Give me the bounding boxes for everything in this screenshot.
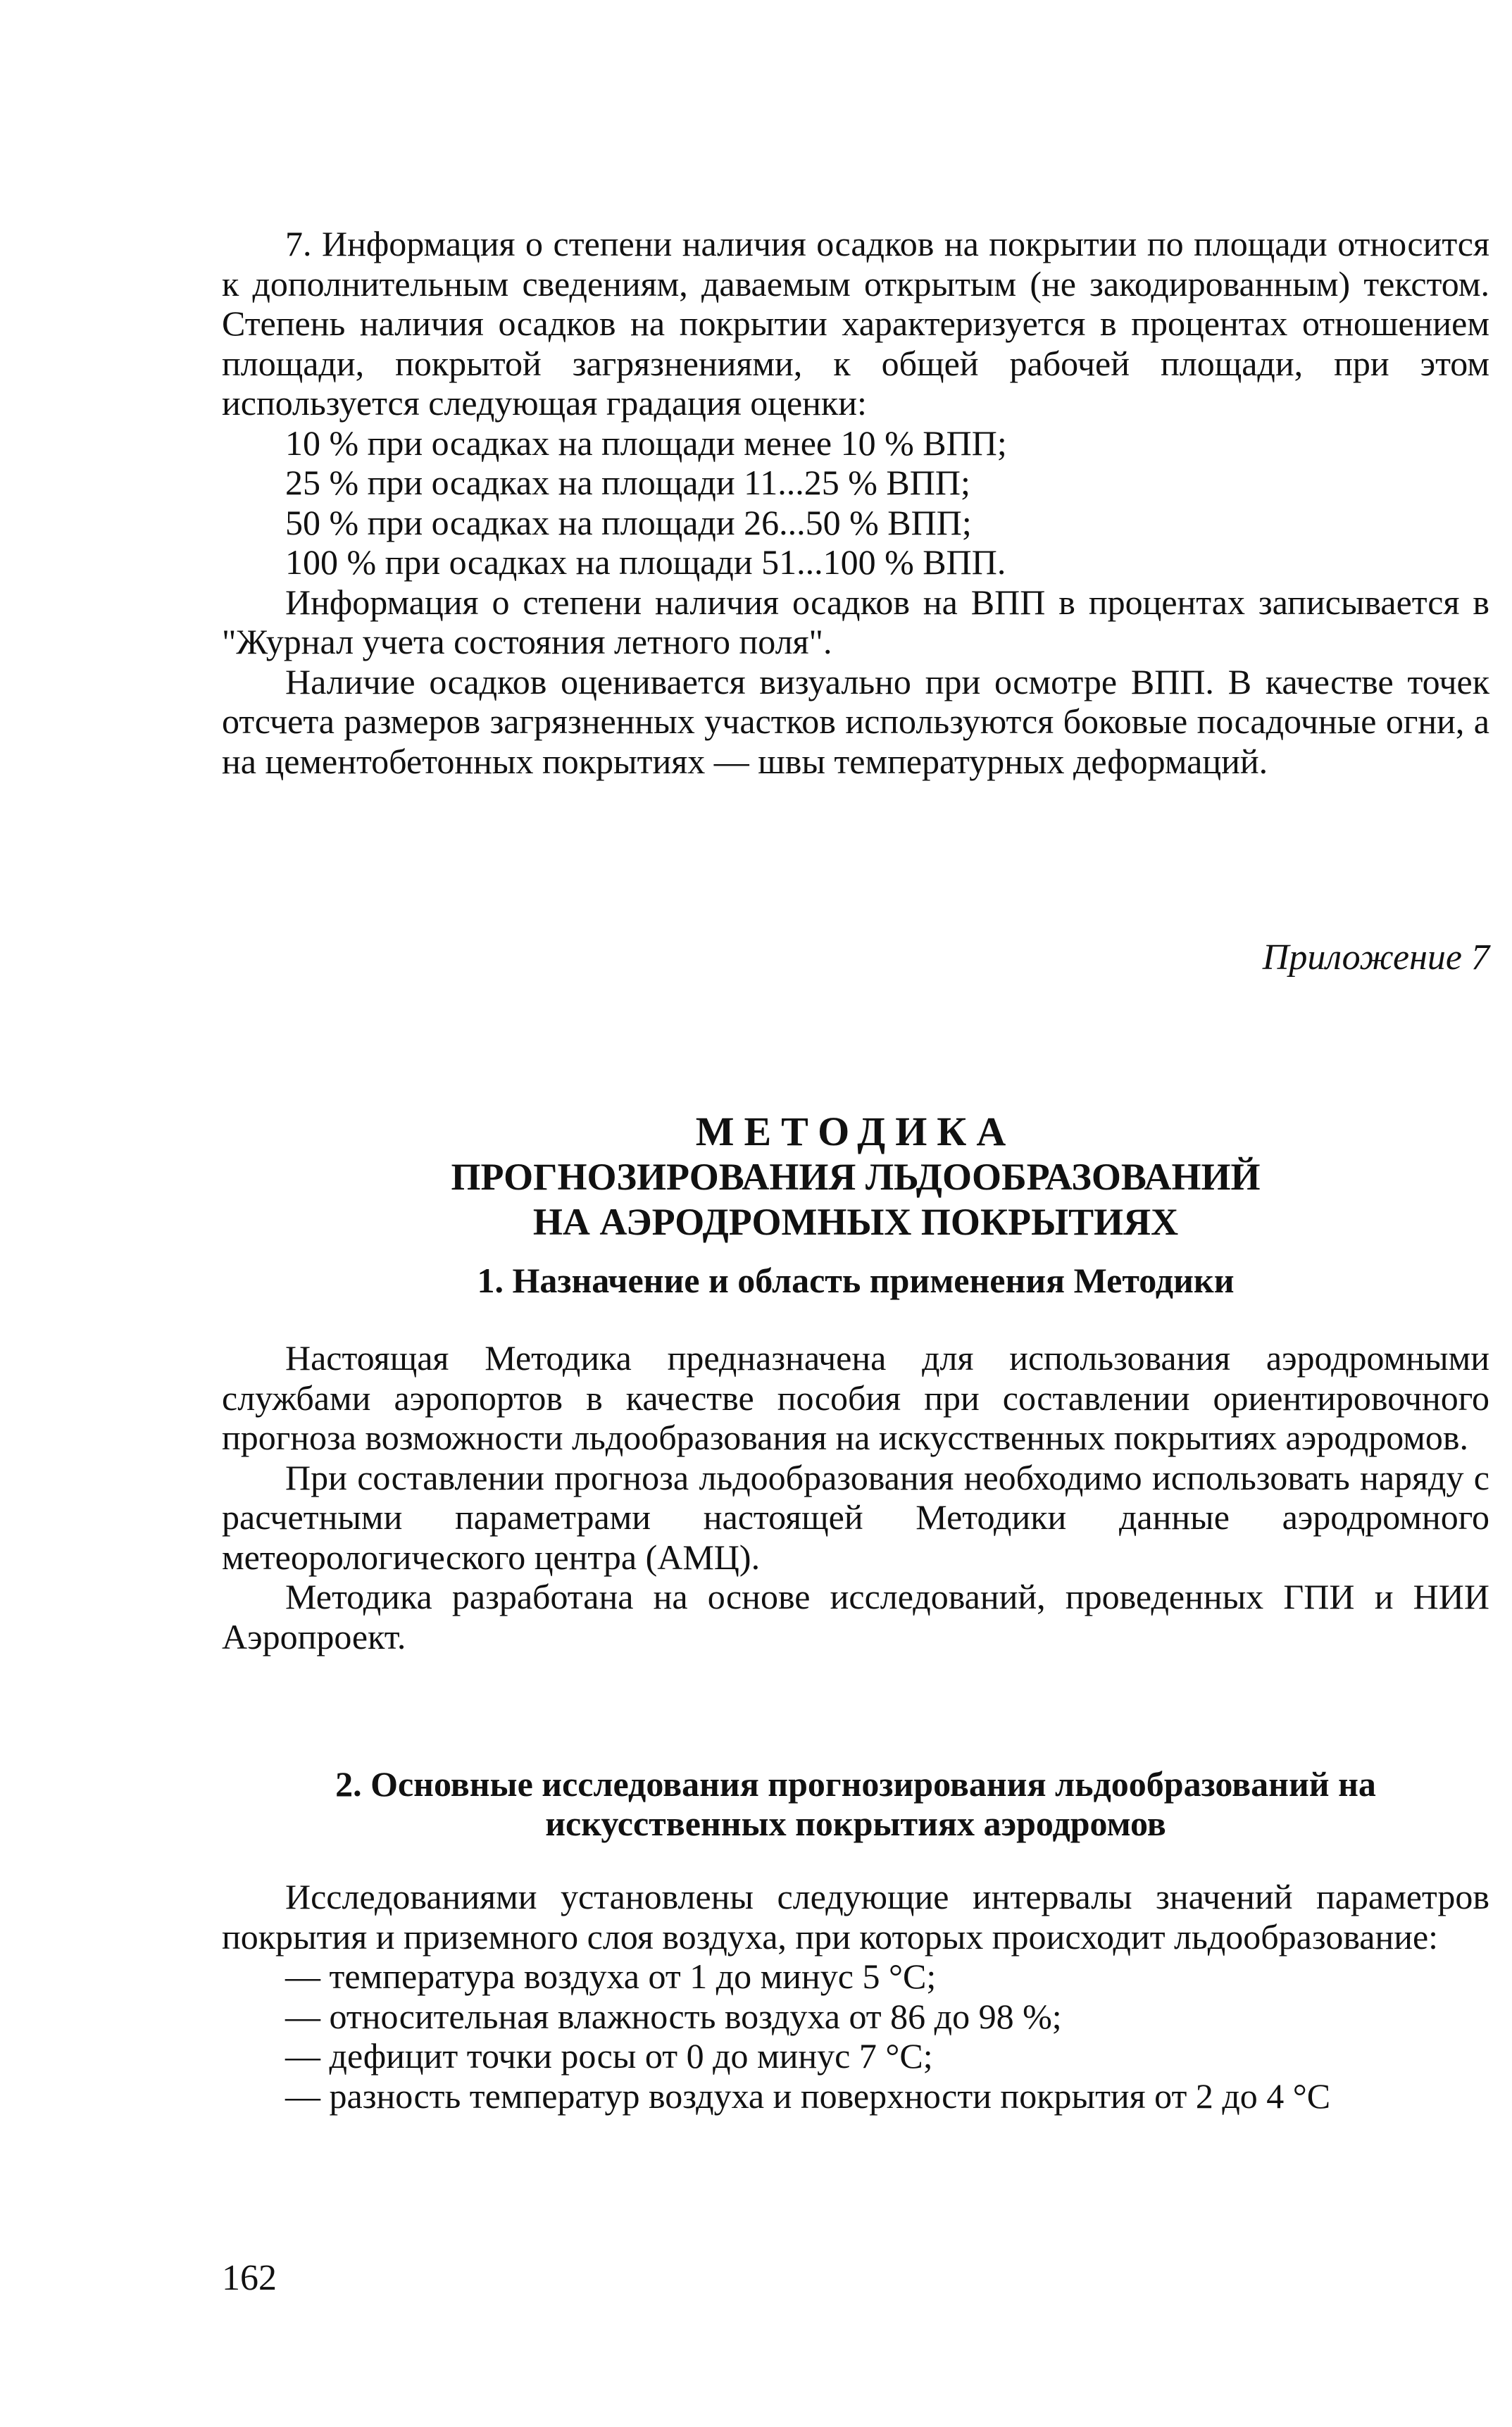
parameter-item: — относительная влажность воздуха от 86 до 98 %; <box>285 1996 1062 2036</box>
journal-note: Информация о степени наличия осадков на ВПП в процентах записывается в "Журнал учета состояния летного поля". <box>222 582 1489 661</box>
grade-line: 50 % при осадках на площади 26...50 % ВПП; <box>285 502 972 542</box>
title-line-3: НА АЭРОДРОМНЫХ ПОКРЫТИЯХ <box>532 1201 1179 1243</box>
section-2-body <box>222 1877 1489 2116</box>
title-line-2: ПРОГНОЗИРОВАНИЯ ЛЬДООБРАЗОВАНИЙ <box>451 1156 1261 1198</box>
document-title <box>222 1109 1489 1244</box>
visual-inspection-note: Наличие осадков оценивается визуально при осмотре ВПП. В качестве точек отсчета размеров загрязненных участков используются боковые посадочные огни, а на цементобетонных покрытиях — швы температурных деформаций. <box>222 661 1489 781</box>
title-main: МЕТОДИКА <box>695 1109 1016 1154</box>
section-1-body <box>222 1338 1489 1657</box>
page-number: 162 <box>222 2258 277 2298</box>
section-1-paragraph: При составлении прогноза льдообразования необходимо использовать наряду с расчетными параметрами настоящей Методики данные аэродромного метеорологического центра (АМЦ). <box>222 1457 1489 1577</box>
section-2-intro: Исследованиями установлены следующие интервалы значений параметров покрытия и приземного слоя воздуха, при которых происходит льдообразование: <box>222 1877 1489 1957</box>
grade-line: 25 % при осадках на площади 11...25 % ВПП; <box>285 463 970 502</box>
section-precipitation-info <box>222 224 1489 781</box>
grade-line: 100 % при осадках на площади 51...100 % ВПП. <box>285 542 1006 582</box>
section-1-paragraph: Настоящая Методика предназначена для использования аэродромными службами аэропортов в качестве пособия при составлении ориентировочного прогноза возможности льдообразования на искусственных покрытиях аэродромов. <box>222 1338 1489 1457</box>
parameter-item: — температура воздуха от 1 до минус 5 °С; <box>285 1957 937 1996</box>
section-2-heading: 2. Основные исследования прогнозирования льдообразований на искусственных покрытиях аэродромов <box>335 1764 1376 1843</box>
section-1-paragraph: Методика разработана на основе исследований, проведенных ГПИ и НИИ Аэропроект. <box>222 1577 1489 1657</box>
section-1-heading: 1. Назначение и область применения Методики <box>477 1261 1235 1300</box>
parameter-item: — дефицит точки росы от 0 до минус 7 °С; <box>285 2036 933 2076</box>
appendix-label: Приложение 7 <box>1262 937 1489 978</box>
parameter-item: — разность температур воздуха и поверхности покрытия от 2 до 4 °С <box>285 2076 1331 2116</box>
grade-line: 10 % при осадках на площади менее 10 % ВПП; <box>285 423 1007 463</box>
paragraph-item-7: 7. Информация о степени наличия осадков на покрытии по площади относится к дополнительным сведениям, даваемым открытым (не закодированным) текстом. Степень наличия осадков на покрытии характеризуется в процентах отношением площади, покрытой загрязнениями, к общей рабочей площади, при этом используется следующая градация оценки: <box>222 224 1489 423</box>
